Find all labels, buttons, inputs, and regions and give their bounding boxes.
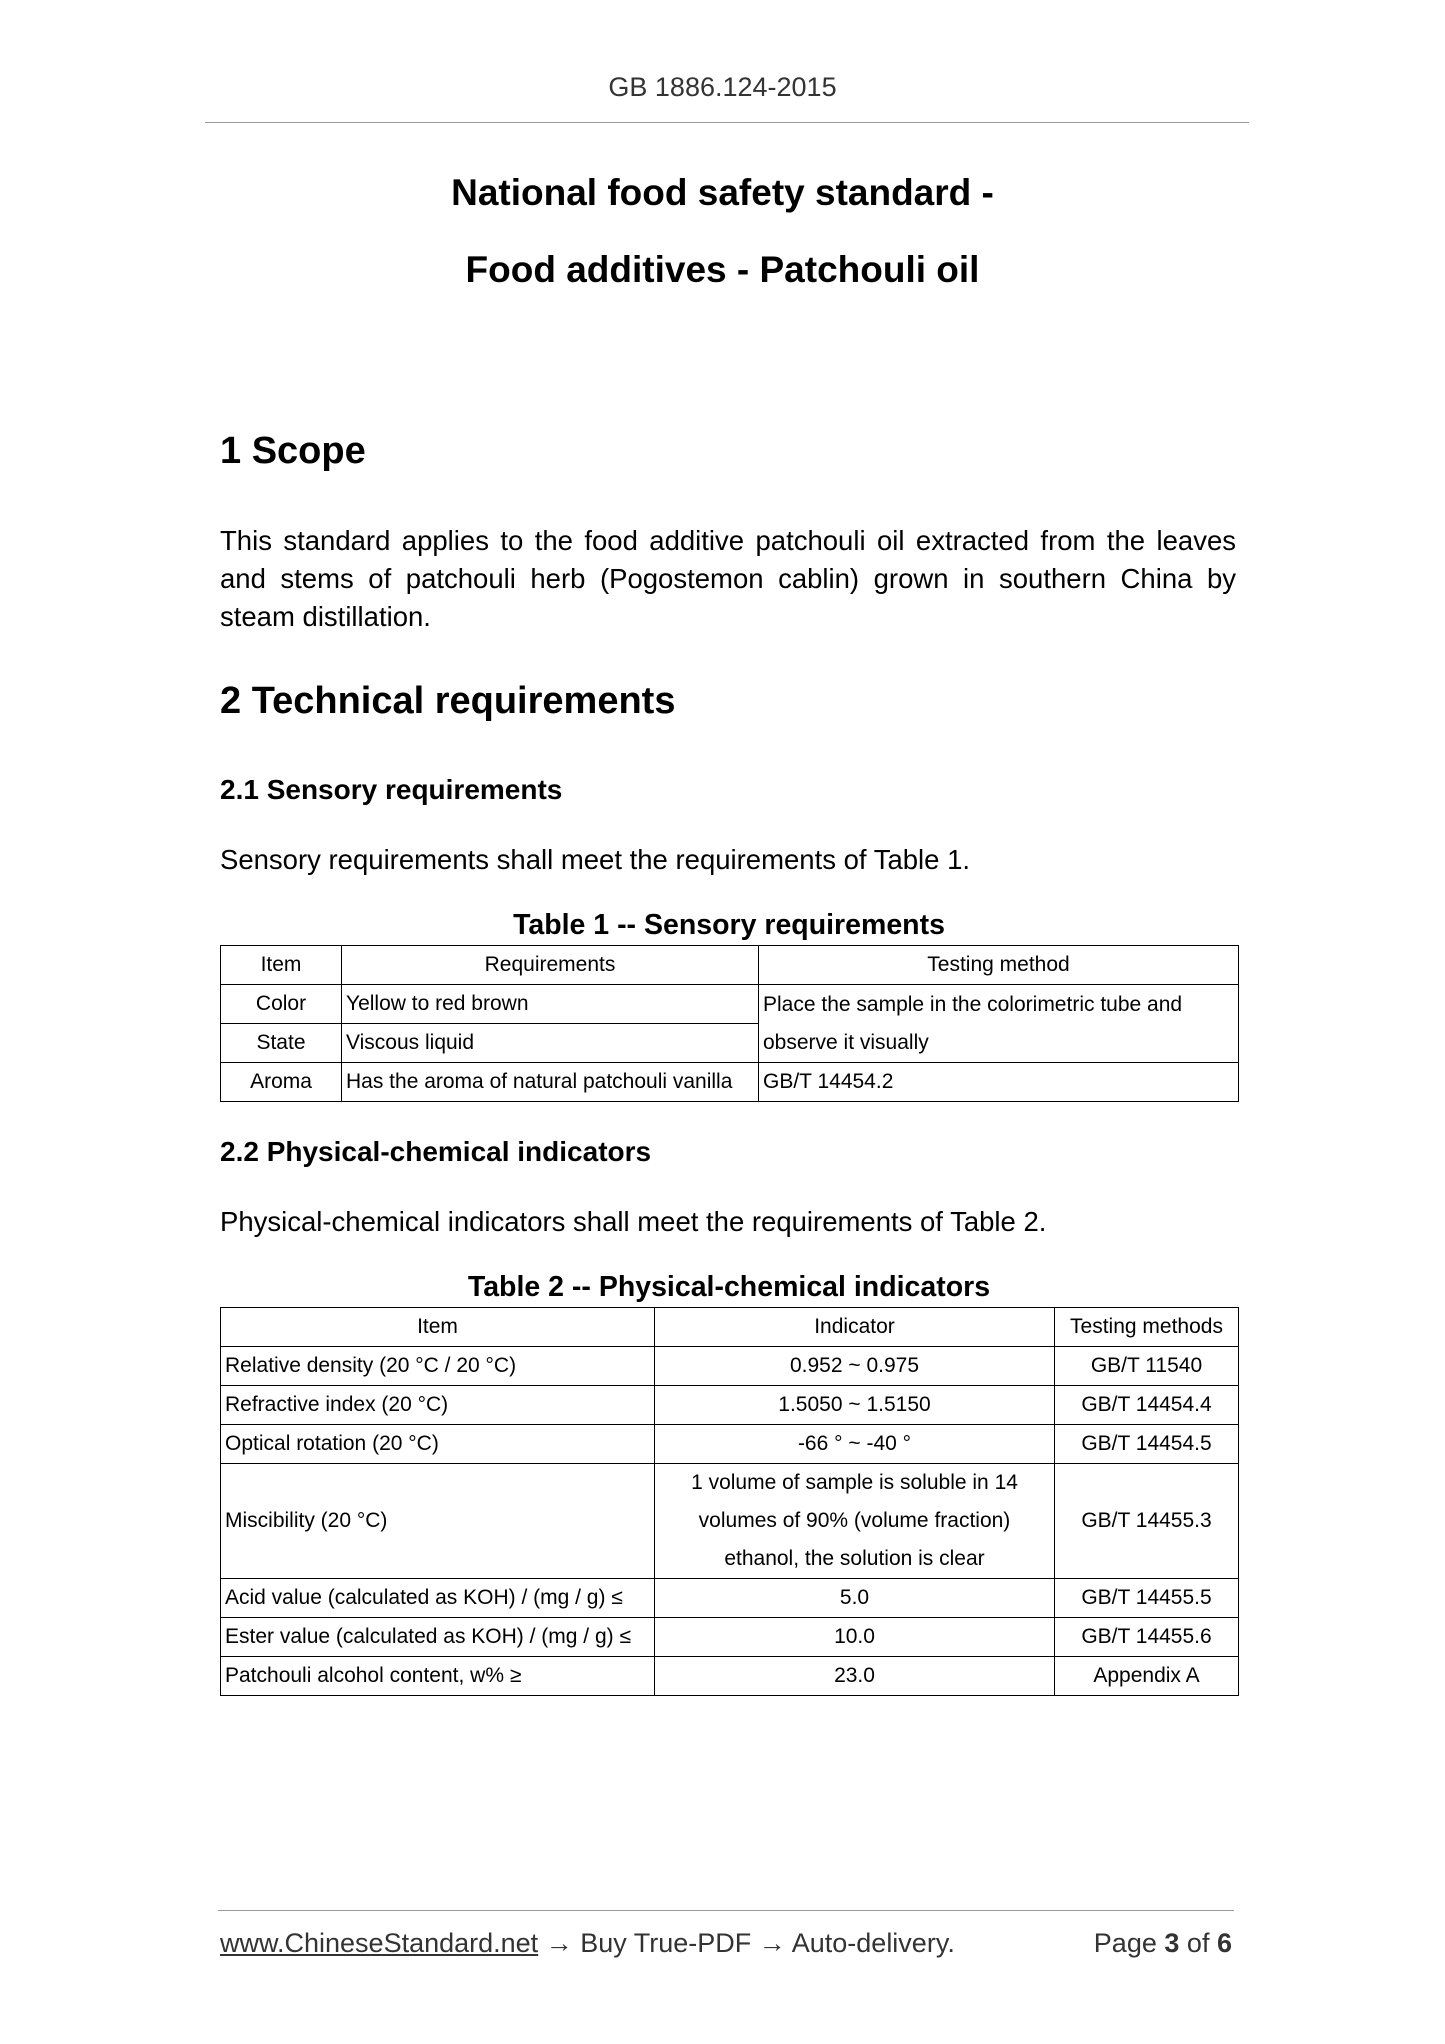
table-cell-method: GB/T 14455.3 [1055, 1464, 1239, 1579]
table-cell-item: Color [221, 985, 342, 1024]
footer-tagline: → Buy True-PDF → Auto-delivery. [538, 1928, 955, 1958]
header-divider [205, 122, 1249, 123]
table-cell-item: Optical rotation (20 °C) [221, 1425, 655, 1464]
table-1-caption: Table 1 -- Sensory requirements [513, 909, 945, 941]
table-cell-indicator: 0.952 ~ 0.975 [655, 1347, 1055, 1386]
table-cell-indicator: 1.5050 ~ 1.5150 [655, 1386, 1055, 1425]
chinesestandard-link[interactable]: www.ChineseStandard.net [220, 1928, 539, 1958]
sensory-paragraph: Sensory requirements shall meet the requirements of Table 1. [220, 844, 971, 875]
table-cell-item: State [221, 1024, 342, 1063]
footer-divider [218, 1910, 1234, 1911]
page-indicator [1094, 1928, 1232, 1959]
physical-chemical-table [220, 1307, 1239, 1696]
document-title-line-1: National food safety standard - [451, 172, 994, 213]
table-cell-method-merged: Place the sample in the colorimetric tube and observe it visually [759, 985, 1239, 1063]
table-header-cell: Indicator [655, 1308, 1055, 1347]
table-cell-item: Patchouli alcohol content, w% ≥ [221, 1657, 655, 1696]
table-cell-indicator: 10.0 [655, 1618, 1055, 1657]
table-cell-requirement: Has the aroma of natural patchouli vanilla [342, 1063, 759, 1102]
table-2-caption: Table 2 -- Physical-chemical indicators [467, 1271, 991, 1303]
subsection-heading-physchem: 2.2 Physical-chemical indicators [220, 1136, 652, 1167]
table-row [221, 1347, 1239, 1386]
subsection-heading-sensory: 2.1 Sensory requirements [220, 774, 563, 805]
scope-paragraph: This standard applies to the food additive patchouli oil extracted from the leaves and stems of patchouli herb (Pogostemon cablin) grown in southern China by steam distillation. [220, 525, 1236, 632]
table-cell-indicator: 5.0 [655, 1579, 1055, 1618]
table-cell-method: Appendix A [1055, 1657, 1239, 1696]
page-label: Page [1093, 1928, 1157, 1958]
table-header-cell: Testing methods [1055, 1308, 1239, 1347]
table-row [221, 1386, 1239, 1425]
table-header-cell: Item [221, 1308, 655, 1347]
table-row [221, 1618, 1239, 1657]
table-cell-item: Acid value (calculated as KOH) / (mg / g) ≤ [221, 1579, 655, 1618]
table-row [221, 1579, 1239, 1618]
table-cell-item: Refractive index (20 °C) [221, 1386, 655, 1425]
table-row [221, 1464, 1239, 1579]
page-total: 6 [1216, 1928, 1232, 1958]
sensory-requirements-table [220, 945, 1239, 1102]
table-header-cell: Item [221, 946, 342, 985]
table-header-cell: Requirements [342, 946, 759, 985]
table-row [221, 1657, 1239, 1696]
physchem-paragraph: Physical-chemical indicators shall meet the requirements of Table 2. [220, 1206, 1047, 1237]
table-cell-item: Aroma [221, 1063, 342, 1102]
table-header-cell: Testing method [759, 946, 1239, 985]
table-cell-indicator: 23.0 [655, 1657, 1055, 1696]
table-cell-method: GB/T 14455.6 [1055, 1618, 1239, 1657]
table-cell-method: GB/T 14454.4 [1055, 1386, 1239, 1425]
table-cell-item: Miscibility (20 °C) [221, 1464, 655, 1579]
document-code-header: GB 1886.124-2015 [608, 72, 837, 102]
table-cell-method: GB/T 14454.2 [759, 1063, 1239, 1102]
table-header-row [221, 1308, 1239, 1347]
table-row [221, 1425, 1239, 1464]
table-cell-item: Ester value (calculated as KOH) / (mg / g) ≤ [221, 1618, 655, 1657]
table-row [221, 1063, 1239, 1102]
table-cell-indicator: 1 volume of sample is soluble in 14 volumes of 90% (volume fraction) ethanol, the solution is clear [655, 1464, 1055, 1579]
of-label: of [1186, 1928, 1210, 1958]
table-cell-indicator: -66 ° ~ -40 ° [655, 1425, 1055, 1464]
table-cell-item: Relative density (20 °C / 20 °C) [221, 1347, 655, 1386]
table-cell-requirement: Viscous liquid [342, 1024, 759, 1063]
document-title-line-2: Food additives - Patchouli oil [465, 249, 980, 290]
page-number: 3 [1164, 1928, 1180, 1958]
table-cell-method: GB/T 11540 [1055, 1347, 1239, 1386]
section-heading-technical: 2 Technical requirements [220, 680, 676, 722]
section-heading-scope: 1 Scope [220, 430, 366, 472]
table-cell-requirement: Yellow to red brown [342, 985, 759, 1024]
table-row [221, 985, 1239, 1024]
table-cell-method: GB/T 14454.5 [1055, 1425, 1239, 1464]
table-cell-method: GB/T 14455.5 [1055, 1579, 1239, 1618]
footer-promo [220, 1928, 955, 1959]
table-header-row [221, 946, 1239, 985]
